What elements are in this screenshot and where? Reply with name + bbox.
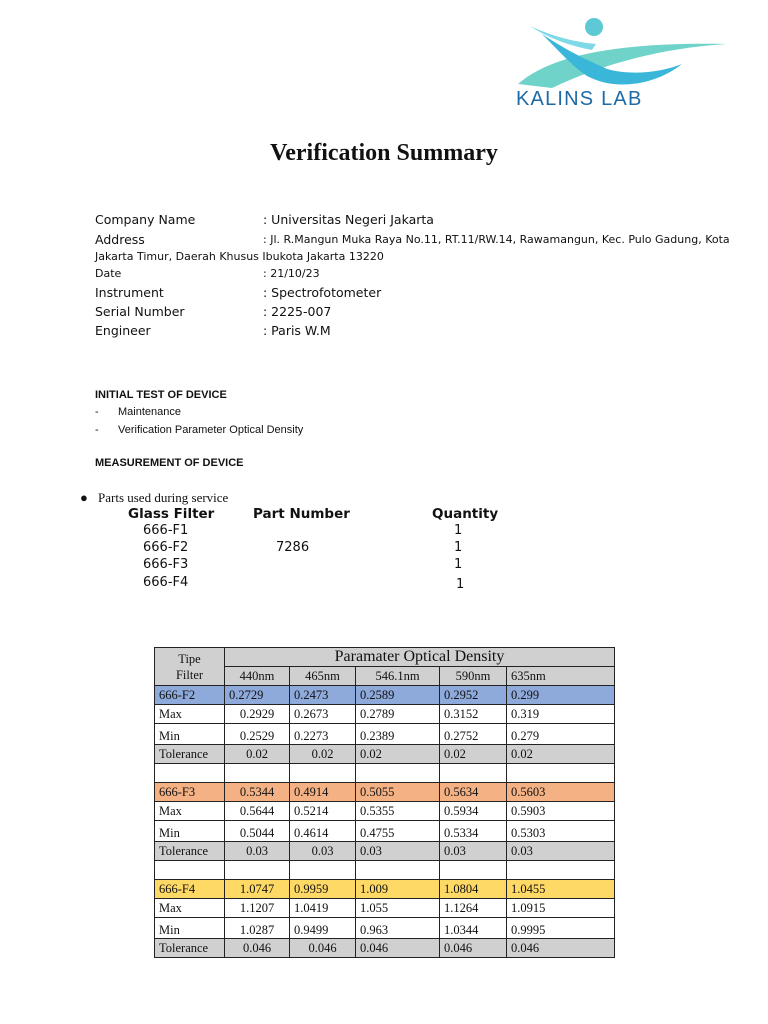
parts-filter: 666-F1 bbox=[143, 523, 189, 538]
table-row-tolerance bbox=[155, 939, 615, 958]
max-cell: 1.055 bbox=[356, 899, 440, 918]
value-cell: 1.0747 bbox=[225, 880, 290, 899]
parts-qty: 1 bbox=[454, 557, 463, 572]
min-cell: 0.5044 bbox=[225, 821, 290, 842]
wavelength-header: 546.1nm bbox=[356, 667, 440, 686]
table-row-max bbox=[155, 802, 615, 821]
max-cell: 1.0419 bbox=[290, 899, 356, 918]
table-row-min bbox=[155, 821, 615, 842]
tolerance-cell: 0.046 bbox=[440, 939, 507, 958]
table-row-spacer bbox=[155, 861, 615, 880]
info-label: Date bbox=[95, 267, 122, 280]
info-label: Engineer bbox=[95, 323, 151, 338]
max-cell: 0.2929 bbox=[225, 705, 290, 724]
initial-test-item bbox=[95, 424, 303, 436]
row-label: Min bbox=[155, 918, 225, 939]
info-label: Serial Number bbox=[95, 304, 185, 319]
info-value: : 21/10/23 bbox=[263, 267, 320, 280]
min-cell: 0.2389 bbox=[356, 724, 440, 745]
min-cell: 0.963 bbox=[356, 918, 440, 939]
tolerance-cell: 0.02 bbox=[356, 745, 440, 764]
parts-qty: 1 bbox=[454, 523, 463, 538]
info-value: : Spectrofotometer bbox=[263, 285, 382, 300]
min-cell: 1.0344 bbox=[440, 918, 507, 939]
value-cell: 1.009 bbox=[356, 880, 440, 899]
group-header: Paramater Optical Density bbox=[225, 648, 615, 667]
initial-test-item bbox=[95, 406, 181, 418]
info-value: : Jl. R.Mangun Muka Raya No.11, RT.11/RW.14, Rawamangun, Kec. Pulo Gadung, Kota bbox=[263, 233, 730, 246]
parts-bullet-text: Parts used during service bbox=[98, 490, 229, 505]
tolerance-cell: 0.02 bbox=[290, 745, 356, 764]
info-value: : Universitas Negeri Jakarta bbox=[263, 212, 434, 227]
optical-density-table bbox=[154, 647, 615, 958]
max-cell: 1.0915 bbox=[507, 899, 615, 918]
tolerance-cell: 0.02 bbox=[507, 745, 615, 764]
corner-header-line1: Tipe bbox=[178, 651, 201, 666]
parts-filter: 666-F4 bbox=[143, 575, 189, 590]
row-label: Min bbox=[155, 821, 225, 842]
min-cell: 1.0287 bbox=[225, 918, 290, 939]
min-cell: 0.5334 bbox=[440, 821, 507, 842]
min-cell: 0.4755 bbox=[356, 821, 440, 842]
min-cell: 0.2273 bbox=[290, 724, 356, 745]
min-cell: 0.5303 bbox=[507, 821, 615, 842]
filter-cell: 666-F2 bbox=[155, 686, 225, 705]
row-label: Tolerance bbox=[155, 745, 225, 764]
table-row-min bbox=[155, 724, 615, 745]
bullet-dot-icon: ● bbox=[80, 490, 88, 505]
dash-bullet: - bbox=[95, 406, 99, 418]
corner-header bbox=[155, 648, 225, 686]
table-row-spacer bbox=[155, 764, 615, 783]
value-cell: 0.5634 bbox=[440, 783, 507, 802]
value-cell: 1.0455 bbox=[507, 880, 615, 899]
measurement-heading: MEASUREMENT OF DEVICE bbox=[95, 457, 244, 469]
max-cell: 1.1264 bbox=[440, 899, 507, 918]
logo-text: KALINS LAB bbox=[516, 88, 643, 110]
max-cell: 1.1207 bbox=[225, 899, 290, 918]
info-label: Company Name bbox=[95, 212, 196, 227]
initial-test-heading: INITIAL TEST OF DEVICE bbox=[95, 389, 227, 401]
tolerance-cell: 0.02 bbox=[440, 745, 507, 764]
col-header-glass-filter: Glass Filter bbox=[128, 506, 215, 522]
table-row-tolerance bbox=[155, 745, 615, 764]
wavelength-header: 635nm bbox=[507, 667, 615, 686]
value-cell: 0.9959 bbox=[290, 880, 356, 899]
max-cell: 0.5934 bbox=[440, 802, 507, 821]
wavelength-header: 465nm bbox=[290, 667, 356, 686]
tolerance-cell: 0.046 bbox=[290, 939, 356, 958]
value-cell: 1.0804 bbox=[440, 880, 507, 899]
parts-qty: 1 bbox=[456, 577, 465, 592]
max-cell: 0.2789 bbox=[356, 705, 440, 724]
row-label: Min bbox=[155, 724, 225, 745]
col-header-quantity: Quantity bbox=[432, 506, 499, 522]
min-cell: 0.2752 bbox=[440, 724, 507, 745]
value-cell: 0.4914 bbox=[290, 783, 356, 802]
initial-test-item-text: Verification Parameter Optical Density bbox=[118, 424, 304, 436]
table-row-filter bbox=[155, 783, 615, 802]
info-label: Instrument bbox=[95, 285, 164, 300]
wavelength-header: 590nm bbox=[440, 667, 507, 686]
corner-header-line2: Filter bbox=[175, 667, 204, 682]
table-row-max bbox=[155, 705, 615, 724]
tolerance-cell: 0.02 bbox=[225, 745, 290, 764]
info-value: : 2225-007 bbox=[263, 304, 332, 319]
min-cell: 0.279 bbox=[507, 724, 615, 745]
tolerance-cell: 0.03 bbox=[225, 842, 290, 861]
parts-part-number: 7286 bbox=[276, 540, 310, 555]
row-label: Max bbox=[155, 899, 225, 918]
value-cell: 0.5055 bbox=[356, 783, 440, 802]
row-label: Max bbox=[155, 802, 225, 821]
min-cell: 0.4614 bbox=[290, 821, 356, 842]
max-cell: 0.5644 bbox=[225, 802, 290, 821]
min-cell: 0.2529 bbox=[225, 724, 290, 745]
tolerance-cell: 0.03 bbox=[507, 842, 615, 861]
tolerance-cell: 0.046 bbox=[356, 939, 440, 958]
tolerance-cell: 0.046 bbox=[507, 939, 615, 958]
max-cell: 0.319 bbox=[507, 705, 615, 724]
value-cell: 0.2729 bbox=[225, 686, 290, 705]
tolerance-cell: 0.03 bbox=[290, 842, 356, 861]
table-row-filter bbox=[155, 686, 615, 705]
filter-cell: 666-F4 bbox=[155, 880, 225, 899]
row-label: Tolerance bbox=[155, 939, 225, 958]
parts-filter: 666-F3 bbox=[143, 557, 189, 572]
row-label: Tolerance bbox=[155, 842, 225, 861]
min-cell: 0.9995 bbox=[507, 918, 615, 939]
logo-figure-head bbox=[585, 18, 603, 36]
col-header-part-number: Part Number bbox=[253, 506, 350, 522]
value-cell: 0.299 bbox=[507, 686, 615, 705]
value-cell: 0.2952 bbox=[440, 686, 507, 705]
max-cell: 0.5903 bbox=[507, 802, 615, 821]
info-continuation: Jakarta Timur, Daerah Khusus Ibukota Jakarta 13220 bbox=[95, 250, 384, 263]
max-cell: 0.5355 bbox=[356, 802, 440, 821]
row-label: Max bbox=[155, 705, 225, 724]
wavelength-header: 440nm bbox=[225, 667, 290, 686]
value-cell: 0.5344 bbox=[225, 783, 290, 802]
value-cell: 0.5603 bbox=[507, 783, 615, 802]
filter-cell: 666-F3 bbox=[155, 783, 225, 802]
table-row-filter bbox=[155, 880, 615, 899]
page-title: Verification Summary bbox=[270, 140, 498, 166]
parts-bullet bbox=[80, 490, 228, 506]
parts-qty: 1 bbox=[454, 540, 463, 555]
table-row-min bbox=[155, 918, 615, 939]
info-label: Address bbox=[95, 232, 145, 247]
table-row-max bbox=[155, 899, 615, 918]
max-cell: 0.5214 bbox=[290, 802, 356, 821]
table-row-tolerance bbox=[155, 842, 615, 861]
max-cell: 0.2673 bbox=[290, 705, 356, 724]
info-value: : Paris W.M bbox=[263, 323, 331, 338]
value-cell: 0.2473 bbox=[290, 686, 356, 705]
tolerance-cell: 0.03 bbox=[356, 842, 440, 861]
dash-bullet: - bbox=[95, 424, 99, 436]
parts-filter: 666-F2 bbox=[143, 540, 189, 555]
initial-test-item-text: Maintenance bbox=[118, 406, 181, 418]
value-cell: 0.2589 bbox=[356, 686, 440, 705]
tolerance-cell: 0.03 bbox=[440, 842, 507, 861]
tolerance-cell: 0.046 bbox=[225, 939, 290, 958]
min-cell: 0.9499 bbox=[290, 918, 356, 939]
max-cell: 0.3152 bbox=[440, 705, 507, 724]
